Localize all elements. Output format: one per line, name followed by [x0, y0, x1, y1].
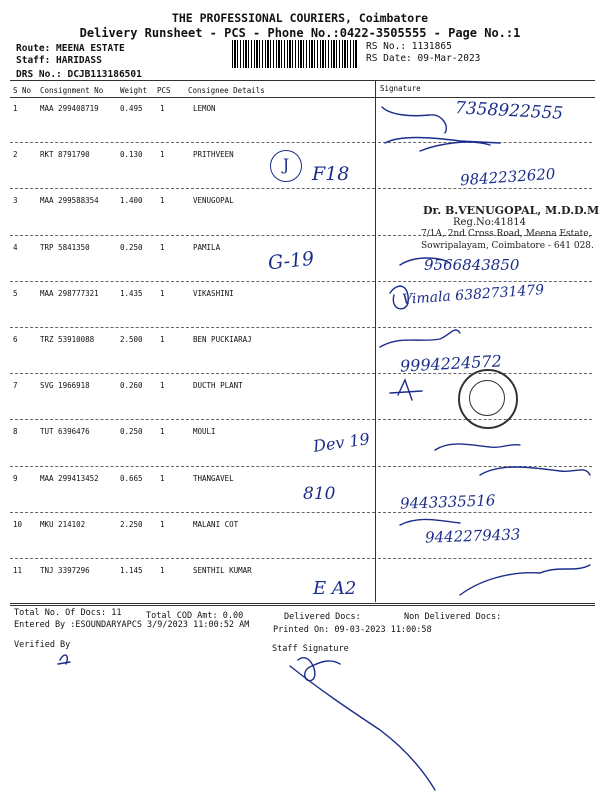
row-separator	[10, 466, 375, 467]
cell-consignment: MKU 214102	[40, 519, 86, 529]
cell-pcs: 1	[160, 288, 165, 298]
footer-signatures	[50, 650, 450, 800]
rs-date: RS Date: 09-Mar-2023	[366, 53, 481, 64]
non-delivered-docs: Non Delivered Docs:	[404, 612, 502, 622]
footer-top-line	[10, 605, 595, 606]
rs-number: RS No.: 1131865	[366, 41, 452, 52]
signature-row11	[460, 565, 590, 595]
cell-pcs: 1	[160, 196, 165, 206]
cell-consignment: SVG 1966918	[40, 381, 90, 391]
cell-pcs: 1	[160, 104, 165, 113]
signature-row10	[400, 519, 460, 525]
stamp-address-2: Sowripalayam, Coimbatore - 641 028.	[421, 241, 594, 251]
cell-consignment: MAA 298777321	[40, 288, 99, 298]
signature-row5	[390, 286, 408, 309]
cell-pcs: 1	[160, 427, 165, 437]
cell-pcs: 1	[160, 473, 165, 483]
cell-weight: 0.495	[120, 104, 143, 113]
signature-row2	[385, 138, 500, 152]
cell-weight: 0.250	[120, 242, 143, 252]
signature-scribbles	[360, 95, 600, 605]
row-separator	[10, 327, 375, 328]
cell-sno: 1	[13, 104, 18, 113]
row-separator	[10, 419, 375, 420]
staff-signature: Staff Signature	[272, 644, 349, 654]
cell-weight: 0.665	[120, 473, 143, 483]
signature-row7	[390, 380, 422, 400]
cell-consignment: MAA 299413452	[40, 473, 99, 483]
cell-consignment: MAA 299588354	[40, 196, 99, 206]
staff-label: Staff: HARIDASS	[16, 55, 102, 66]
entered-by: Entered By :ESOUNDARYAPCS 3/9/2023 11:00:52 AM	[14, 620, 250, 630]
barcode	[232, 40, 357, 68]
cell-consignee: MALANI COT	[193, 519, 239, 529]
col-header-consignment: Consignment No	[40, 86, 104, 95]
document-title: THE PROFESSIONAL COURIERS, Coimbatore	[171, 11, 429, 25]
cell-consignee: DUCTH PLANT	[193, 381, 243, 391]
verified-by: Verified By	[14, 640, 71, 650]
cell-consignment: TNJ 3397296	[40, 566, 90, 575]
col-header-sno: S No	[13, 86, 32, 95]
cell-weight: 0.250	[120, 427, 143, 437]
cell-weight: 0.260	[120, 381, 143, 391]
handwritten-note-row4: G-19	[266, 247, 316, 275]
cell-weight: 0.130	[120, 150, 143, 160]
cell-weight: 1.400	[120, 196, 143, 206]
stamp-reg: Reg.No:41814	[453, 217, 526, 228]
total-cod: Total COD Amt: 0.00	[146, 611, 244, 621]
delivered-docs: Delivered Docs:	[284, 612, 361, 622]
row-separator	[10, 142, 375, 143]
stamp-address-1: 7/1A, 2nd Cross Road, Meena Estate,	[421, 229, 592, 239]
cell-consignment: RKT 8791790	[40, 150, 90, 160]
table-top-line	[10, 80, 595, 81]
col-header-consignee: Consignee Details	[188, 86, 265, 95]
row-separator	[10, 281, 375, 282]
cell-sno: 3	[13, 196, 18, 206]
ink-stroke	[290, 666, 435, 790]
handwritten-phone-row9: 9443335516	[399, 491, 496, 513]
handwritten-phone-row4: 9566843850	[424, 256, 520, 274]
col-header-signature: Signature	[380, 84, 421, 93]
cell-sno: 5	[13, 288, 18, 298]
cell-consignment: TUT 6396476	[40, 427, 90, 437]
round-seal-inner	[469, 380, 505, 416]
handwritten-name-row5: Vimala 6382731479	[401, 282, 545, 308]
signature-row8	[435, 444, 520, 450]
col-header-pcs: PCS	[157, 86, 171, 95]
row-separator	[10, 373, 375, 374]
cell-consignment: MAA 299408719	[40, 104, 99, 113]
cell-consignee: PRITHVEEN	[193, 150, 234, 160]
cell-pcs: 1	[160, 335, 165, 344]
cell-consignment: TRZ 53910088	[40, 335, 95, 344]
cell-consignee: SENTHIL KUMAR	[193, 566, 252, 575]
route-label: Route: MEENA ESTATE	[16, 43, 125, 54]
cell-consignee: PAMILA	[193, 242, 221, 252]
col-header-weight: Weight	[120, 86, 148, 95]
total-docs: Total No. Of Docs: 11	[14, 608, 122, 618]
row-separator	[10, 512, 375, 513]
handwritten-note-row2: F18	[312, 163, 350, 185]
cell-weight: 1.435	[120, 288, 143, 298]
handwritten-phone-row1: 7358922555	[454, 98, 564, 124]
cell-weight: 2.250	[120, 519, 143, 529]
cell-sno: 10	[13, 519, 23, 529]
cell-pcs: 1	[160, 519, 165, 529]
signature-row9	[480, 467, 590, 475]
handwritten-phone-row10: 9442279433	[424, 525, 521, 547]
cell-consignee: LEMON	[193, 104, 216, 113]
signature-row1	[382, 107, 446, 133]
round-seal	[458, 369, 518, 429]
cell-consignee: THANGAVEL	[193, 473, 234, 483]
drs-number: DRS No.: DCJB113186501	[16, 69, 142, 80]
cell-consignee: VENUGOPAL	[193, 196, 234, 206]
handwritten-note-row11: E A2	[313, 578, 357, 599]
printed-on: Printed On: 09-03-2023 11:00:58	[273, 625, 432, 635]
handwritten-phone-row6: 9994224572	[399, 351, 503, 376]
cell-pcs: 1	[160, 150, 165, 160]
signature-row4	[400, 258, 450, 265]
row-separator	[10, 558, 375, 559]
cell-pcs: 1	[160, 566, 165, 575]
cell-pcs: 1	[160, 242, 165, 252]
cell-sno: 8	[13, 427, 18, 437]
cell-sno: 11	[13, 566, 23, 575]
cell-sno: 6	[13, 335, 18, 344]
row-separator	[10, 235, 375, 236]
row-separator	[10, 188, 375, 189]
cell-consignee: VIKASHINI	[193, 288, 234, 298]
document-subtitle: Delivery Runsheet - PCS - Phone No.:0422-3505555 - Page No.:1	[79, 26, 521, 40]
handwritten-circle-row2: J	[270, 150, 302, 182]
cell-weight: 1.145	[120, 566, 143, 575]
cell-sno: 4	[13, 242, 18, 252]
cell-sno: 2	[13, 150, 18, 160]
handwritten-phone-row3: 9842232620	[459, 164, 556, 190]
handwritten-note-row8: Dev 19	[311, 429, 371, 456]
signature-row6	[380, 330, 460, 347]
stamp-name: Dr. B.VENUGOPAL, M.D.D.M	[423, 204, 600, 217]
cell-pcs: 1	[160, 381, 165, 391]
handwritten-note-row9: 810	[303, 484, 336, 504]
cell-consignee: BEN PUCKIARAJ	[193, 335, 252, 344]
cell-consignee: MOULI	[193, 427, 216, 437]
cell-weight: 2.500	[120, 335, 143, 344]
cell-consignment: TRP 5841350	[40, 242, 90, 252]
cell-sno: 9	[13, 473, 18, 483]
verified-signature	[58, 655, 70, 664]
cell-sno: 7	[13, 381, 18, 391]
